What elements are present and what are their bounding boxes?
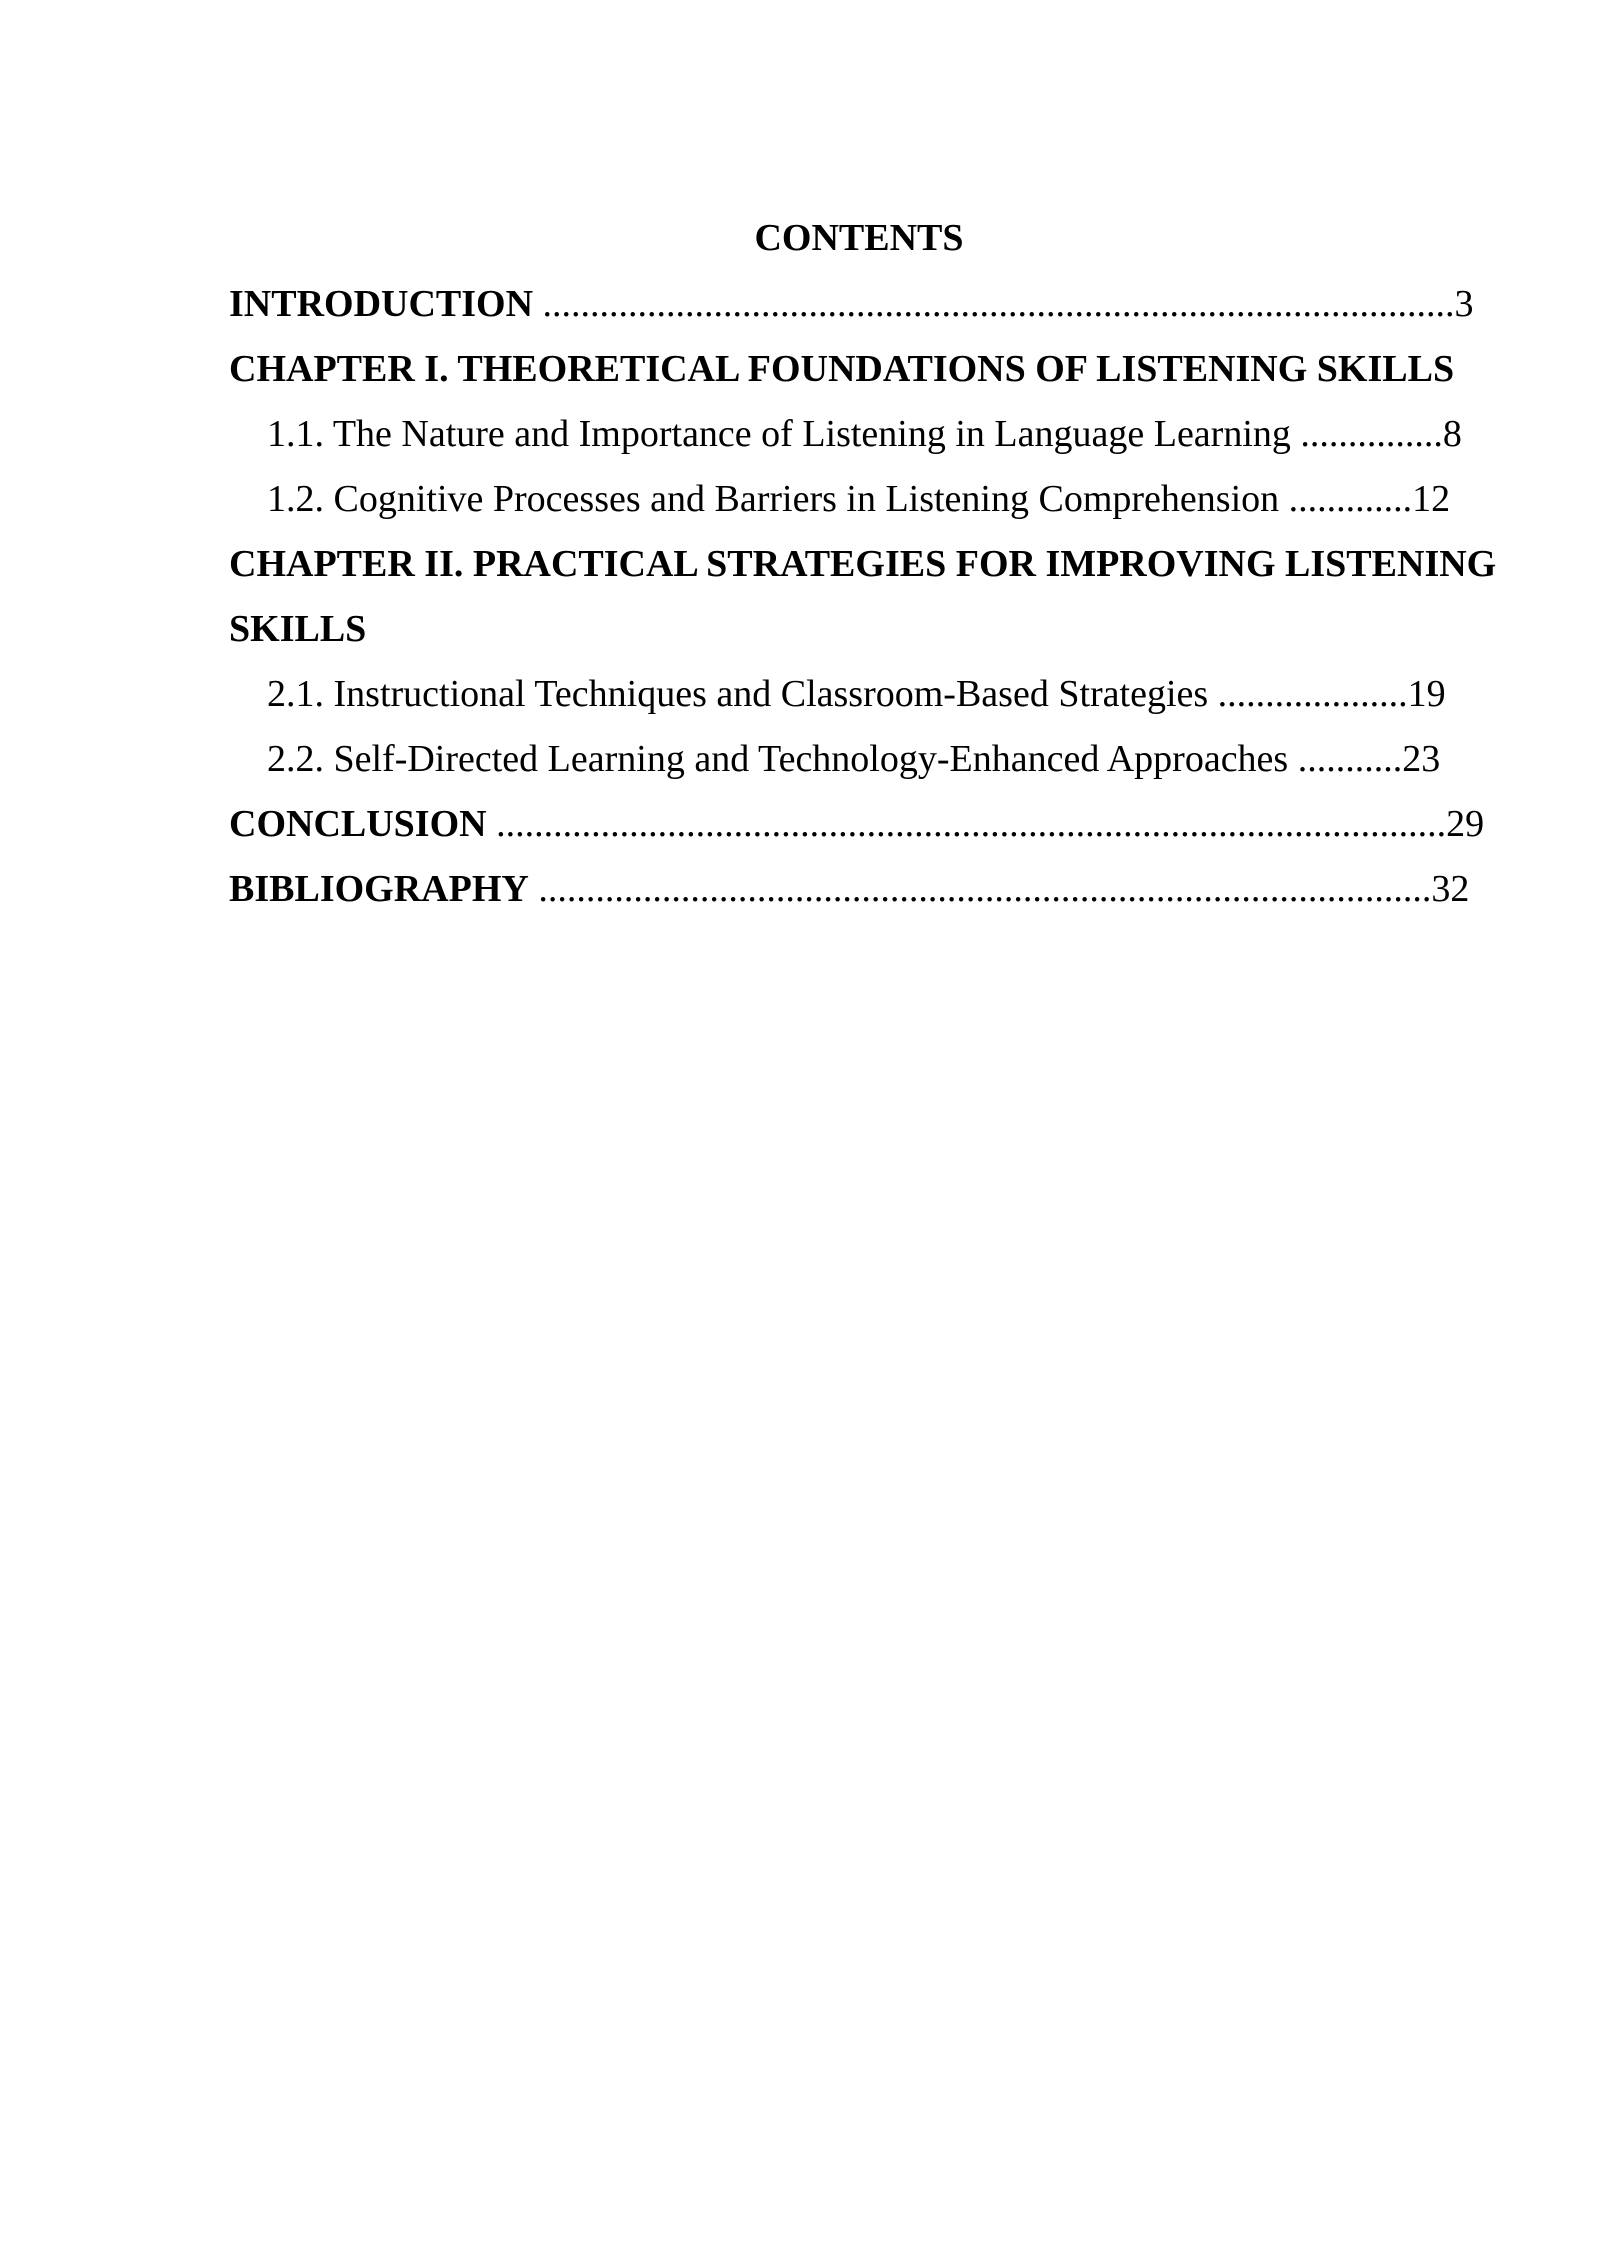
toc-entry-text: CONCLUSION [229, 803, 487, 845]
toc-dot-leader: ............... [1290, 413, 1443, 455]
toc-entry-chapter-2-continued[interactable] [229, 604, 366, 654]
toc-page-number: 23 [1402, 738, 1441, 780]
toc-page-number: 19 [1407, 673, 1446, 715]
toc-page-number: 12 [1412, 478, 1451, 520]
toc-dot-leader: .................... [1208, 673, 1408, 715]
toc-entry-conclusion[interactable] [229, 799, 1484, 849]
toc-entry-2-1[interactable] [267, 669, 1446, 719]
toc-entry-2-2[interactable] [267, 734, 1440, 784]
toc-dot-leader: .................................................................................................... [486, 803, 1447, 845]
toc-entry-text: 1.2. Cognitive Processes and Barriers in Listening Comprehension [267, 478, 1280, 520]
toc-entry-text: CHAPTER I. THEORETICAL FOUNDATIONS OF LISTENING SKILLS [229, 348, 1455, 390]
toc-dot-leader: ........... [1288, 738, 1403, 780]
toc-page-number: 8 [1442, 413, 1462, 455]
toc-entry-text: CHAPTER II. PRACTICAL STRATEGIES FOR IMPROVING LISTENING [229, 543, 1497, 585]
toc-page-number: 3 [1454, 283, 1474, 325]
toc-entry-introduction[interactable] [229, 279, 1474, 329]
toc-entry-chapter-1[interactable] [229, 344, 1454, 394]
toc-entry-text: 1.1. The Nature and Importance of Listening in Language Learning [267, 413, 1291, 455]
toc-entry-1-1[interactable] [267, 409, 1462, 459]
toc-entry-chapter-2[interactable] [229, 539, 1496, 589]
toc-dot-leader: ............. [1279, 478, 1413, 520]
toc-page-number: 29 [1446, 803, 1485, 845]
toc-entry-1-2[interactable] [267, 474, 1450, 524]
toc-entry-text: 2.2. Self-Directed Learning and Technology-Enhanced Approaches [267, 738, 1289, 780]
toc-dot-leader: ................................................................................................ [533, 283, 1455, 325]
toc-entry-text: SKILLS [229, 608, 367, 650]
toc-dot-leader: .............................................................................................. [528, 868, 1432, 910]
toc-entry-text: BIBLIOGRAPHY [229, 868, 529, 910]
toc-entry-text: INTRODUCTION [229, 283, 534, 325]
toc-entry-text: 2.1. Instructional Techniques and Classroom-Based Strategies [267, 673, 1209, 715]
page-title: CONTENTS [754, 217, 964, 259]
toc-entry-bibliography[interactable] [229, 864, 1469, 914]
toc-page-number: 32 [1431, 868, 1470, 910]
